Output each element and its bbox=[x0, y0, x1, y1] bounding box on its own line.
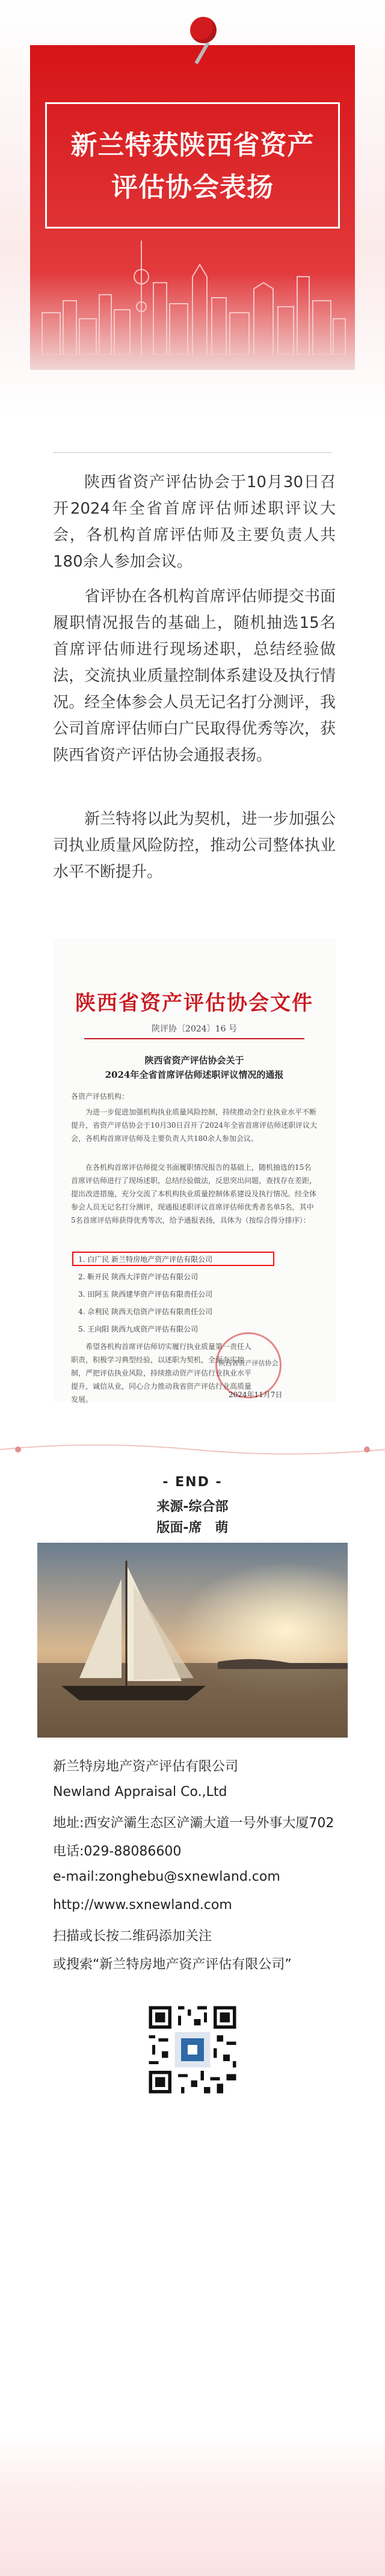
company-email[interactable]: e-mail:zonghebu@sxnewland.com bbox=[53, 1869, 280, 1884]
list-item: 5. 王向阳 陕西九成资产评估有限公司 bbox=[78, 1325, 199, 1333]
document-body-1: 为进一步促进加强机构执业质量风险控制，持续推动全行业执业水平不断提升，省资产评估协会于10月30日召开了2024年全省首席评估师述职评议大会，各机构首席评估师及主要负责人共180余人参加会议。 bbox=[71, 1108, 318, 1143]
document-date: 2024年11月7日 bbox=[229, 1391, 283, 1399]
list-item: 1. 白广民 新兰特房地产资产评估有限公司 bbox=[78, 1255, 213, 1264]
list-item: 3. 田阿玉 陕西建华资产评估有限责任公司 bbox=[78, 1290, 213, 1299]
company-website[interactable]: http://www.sxnewland.com bbox=[53, 1898, 232, 1913]
city-skyline-illustration bbox=[36, 241, 349, 355]
company-name-cn: 新兰特房地产资产评估有限公司 bbox=[53, 1759, 239, 1774]
document-title-line2: 2024年全省首席评估师述职评议情况的通报 bbox=[105, 1069, 284, 1080]
top-divider bbox=[53, 452, 332, 453]
document-number: 陕评协〔2024〕16 号 bbox=[152, 1024, 237, 1034]
article-paragraph-2: 省评协在各机构首席评估师提交书面履职情况报告的基础上，随机抽选15名首席评估师进行现场述职，总结经验做法，交流执业质量控制体系建设及执行情况。经全体参会人员无记名打分测评，我公司首席评估师白广民取得优秀等次，获陕西省资产评估协会通报表扬。 bbox=[53, 588, 336, 764]
page-title-line1: 新兰特获陕西省资产 bbox=[70, 130, 315, 161]
qr-follow-hint: 扫描或长按二维码添加关注 bbox=[53, 1929, 212, 1944]
company-address: 地址:西安浐灞生态区浐灞大道一号外事大厦702 bbox=[53, 1816, 334, 1831]
wave-divider bbox=[0, 1437, 385, 1462]
document-closing: 希望各机构首席评估师切实履行执业质量第一责任人职责，积极学习典型经验，以述职为契机，全面夯实控制，严把评估执业风险，持续推动资产评估行业执业水平提升，诚信从业，同心合力推动我省资产评估行业高质量发展。 bbox=[71, 1342, 252, 1404]
article-paragraph-3: 新兰特将以此为契机，进一步加强公司执业质量风险防控，推动公司整体执业水平不断提升。 bbox=[53, 810, 336, 881]
list-item: 2. 靳开民 陕西大洋资产评估有限公司 bbox=[78, 1273, 199, 1281]
article-paragraph-1: 陕西省资产评估协会于10月30日召开2024年全省首席评估师述职评议大会，各机构首席评估师及主要负责人共180余人参加会议。 bbox=[53, 473, 336, 571]
sailboat-photo bbox=[37, 1543, 348, 1738]
search-hint: 或搜索“新兰特房地产资产评估有限公司” bbox=[53, 1957, 292, 1972]
document-seal-org: 陕西省资产评估协会 bbox=[218, 1359, 279, 1367]
document-org-header: 陕西省资产评估协会文件 bbox=[75, 991, 313, 1015]
company-name-en: Newland Appraisal Co.,Ltd bbox=[53, 1784, 227, 1800]
pushpin-icon bbox=[190, 17, 217, 43]
document-body-2: 在各机构首席评估师提交书面履职情况报告的基础上，随机抽选的15名首席评估师进行了现场述职，总结经验做法，反思突出问题，查找存在差距，提出改进措施，充分交流了本机构执业质量控制体系建设及执行情况。经全体参会人员无记名打分测评，现通报述职评议首席评估师优秀者名单5名，其中5名首席评估师获得优秀等次，给予通报表扬，具体为（按综合得分排序）： bbox=[71, 1163, 317, 1225]
end-mark: - END - bbox=[162, 1475, 223, 1490]
company-phone: 电话:029-88086600 bbox=[53, 1844, 182, 1859]
highlight-box bbox=[72, 1252, 274, 1266]
document-red-rule bbox=[84, 1038, 304, 1039]
document-title-line1: 陕西省资产评估协会关于 bbox=[144, 1055, 244, 1066]
source-credit: 来源-综合部 bbox=[156, 1499, 229, 1514]
editor-credit: 版面-席 萌 bbox=[156, 1520, 229, 1535]
qr-code-icon[interactable] bbox=[146, 2003, 239, 2097]
bottom-decoration bbox=[0, 2433, 385, 2576]
page-title-line2: 评估协会表扬 bbox=[111, 172, 274, 203]
document-salutation: 各资产评估机构： bbox=[71, 1092, 129, 1101]
list-item: 4. 佘利民 陕西天信资产评估有限责任公司 bbox=[78, 1308, 213, 1316]
